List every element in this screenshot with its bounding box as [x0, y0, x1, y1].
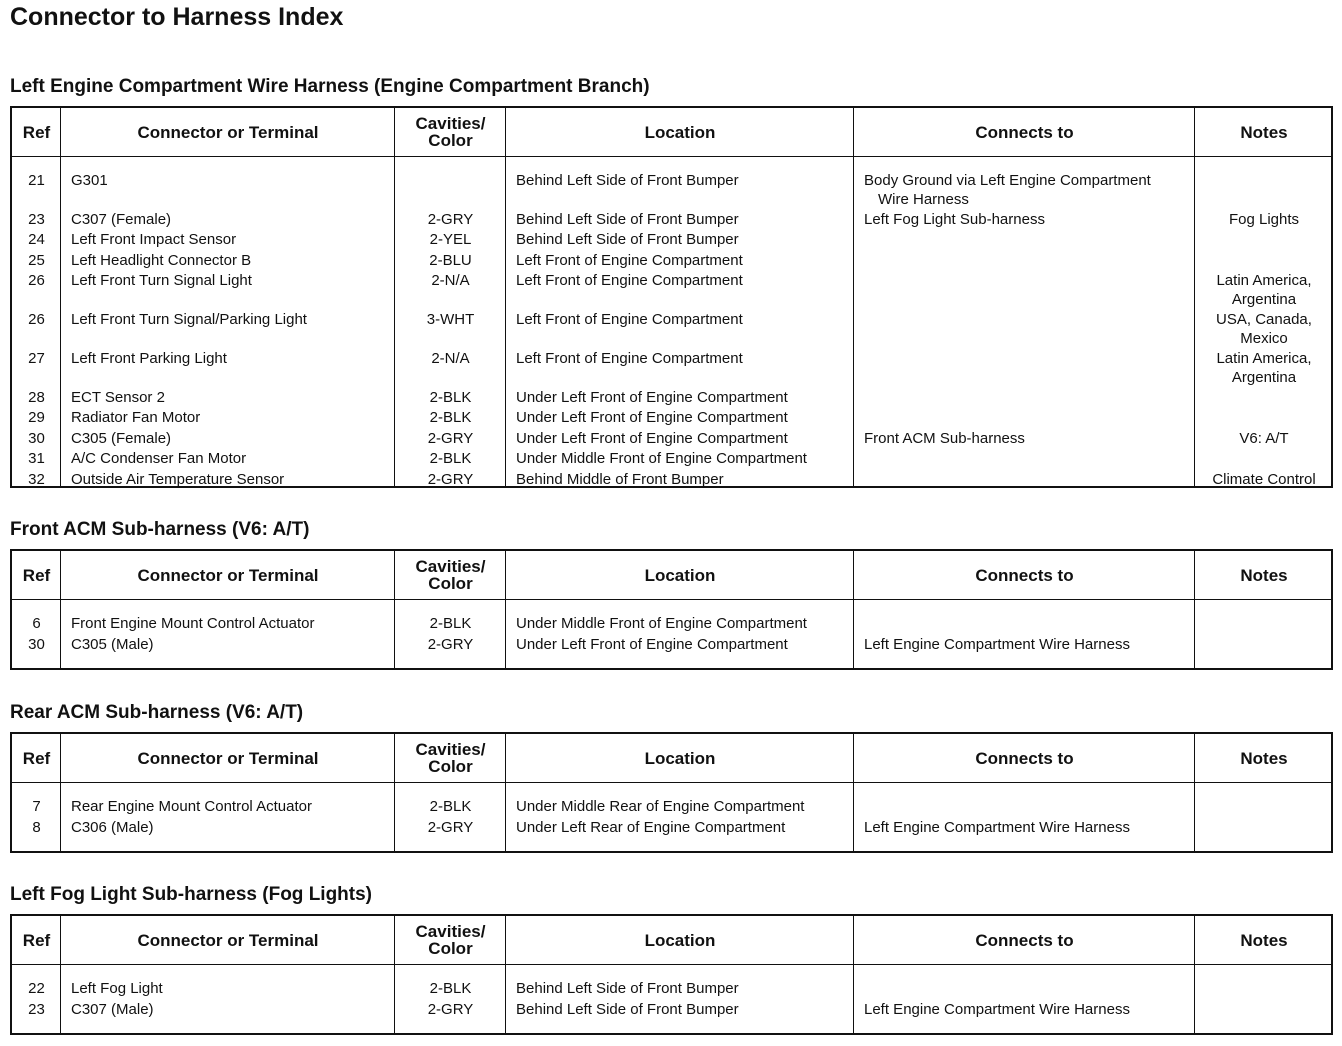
header-cavities-line: Cavities/ — [415, 557, 486, 576]
header-cavities-line: Cavities/ — [415, 922, 486, 941]
connects-to-line: Wire Harness — [878, 191, 969, 208]
cell-location: Behind Left Side of Front Bumper — [516, 172, 739, 189]
header-connects-to: Connects to — [975, 930, 1074, 950]
cell-ref: 31 — [28, 450, 45, 467]
cell-ref: 23 — [28, 1001, 45, 1018]
cell-connects-to — [864, 818, 1130, 837]
cell-cavities: 2-BLK — [429, 615, 472, 632]
column-divider — [853, 108, 854, 486]
header-ref: Ref — [22, 565, 51, 585]
page-title: Connector to Harness Index — [10, 3, 344, 31]
cell-cavities: 2-GRY — [427, 819, 474, 836]
cell-ref: 26 — [28, 311, 45, 328]
header-notes: Notes — [1240, 565, 1288, 585]
header-cavities — [395, 916, 506, 964]
cell-notes — [1195, 210, 1333, 229]
header-location: Location — [644, 122, 716, 142]
header-connector: Connector or Terminal — [137, 748, 319, 768]
header-notes: Notes — [1240, 930, 1288, 950]
cell-notes — [1195, 470, 1333, 489]
notes-line: Latin America, — [1216, 272, 1312, 289]
cell-ref: 23 — [28, 211, 45, 228]
cell-connector: Left Fog Light — [71, 980, 163, 997]
cell-ref: 25 — [28, 252, 45, 269]
header-cavities-text — [416, 558, 486, 592]
cell-cavities: 2-GRY — [427, 1001, 474, 1018]
header-connects-to: Connects to — [975, 122, 1074, 142]
section-title: Left Fog Light Sub-harness (Fog Lights) — [10, 884, 373, 905]
cell-location: Behind Left Side of Front Bumper — [516, 211, 739, 228]
header-connects-to: Connects to — [975, 748, 1074, 768]
cell-cavities: 2-GRY — [427, 211, 474, 228]
cell-location: Under Left Front of Engine Compartment — [516, 389, 788, 406]
cell-ref: 27 — [28, 350, 45, 367]
cell-connector: Left Front Impact Sensor — [71, 231, 237, 248]
cell-ref: 28 — [28, 389, 45, 406]
cell-cavities: 2-GRY — [427, 471, 474, 488]
cell-location: Left Front of Engine Compartment — [516, 311, 743, 328]
cell-location: Left Front of Engine Compartment — [516, 272, 743, 289]
cell-connects-to — [864, 171, 1151, 209]
cell-ref: 22 — [28, 980, 45, 997]
cell-cavities: 2-BLK — [429, 980, 472, 997]
cell-cavities: 2-BLK — [429, 798, 472, 815]
cell-connector: G301 — [71, 172, 108, 189]
cell-notes — [1195, 271, 1333, 309]
header-location: Location — [644, 930, 716, 950]
header-cavities-line: Color — [428, 131, 473, 150]
cell-location: Under Middle Front of Engine Compartment — [516, 450, 807, 467]
cell-location: Behind Middle of Front Bumper — [516, 471, 724, 488]
cell-cavities: 3-WHT — [426, 311, 475, 328]
cell-ref: 24 — [28, 231, 45, 248]
cell-cavities: 2-GRY — [427, 636, 474, 653]
cell-connector: C305 (Male) — [71, 636, 154, 653]
header-cavities-line: Cavities/ — [415, 114, 486, 133]
connects-to-line: Body Ground via Left Engine Compartment — [864, 172, 1151, 189]
cell-ref: 6 — [32, 615, 41, 632]
cell-cavities: 2-N/A — [431, 350, 470, 367]
header-cavities-line: Color — [428, 939, 473, 958]
header-connector: Connector or Terminal — [137, 122, 319, 142]
cell-cavities: 2-BLU — [429, 252, 472, 269]
table-header — [12, 734, 1331, 783]
cell-connector: Rear Engine Mount Control Actuator — [71, 798, 312, 815]
harness-table — [10, 106, 1333, 488]
cell-location: Left Front of Engine Compartment — [516, 350, 743, 367]
cell-location: Behind Left Side of Front Bumper — [516, 1001, 739, 1018]
table-header — [12, 108, 1331, 157]
notes-line: Climate Control — [1212, 471, 1316, 488]
header-connector: Connector or Terminal — [137, 930, 319, 950]
header-cavities-line: Cavities/ — [415, 740, 486, 759]
cell-connector: C306 (Male) — [71, 819, 154, 836]
notes-line: V6: A/T — [1239, 430, 1289, 447]
header-cavities — [395, 551, 506, 599]
cell-location: Under Middle Rear of Engine Compartment — [516, 798, 805, 815]
cell-location: Behind Left Side of Front Bumper — [516, 980, 739, 997]
cell-cavities: 2-GRY — [427, 430, 474, 447]
cell-connects-to — [864, 429, 1025, 448]
cell-connector: Left Front Turn Signal Light — [71, 272, 252, 289]
harness-table — [10, 914, 1333, 1035]
cell-ref: 29 — [28, 409, 45, 426]
cell-connector: Left Front Turn Signal/Parking Light — [71, 311, 307, 328]
header-cavities-line: Color — [428, 757, 473, 776]
connects-to-line: Left Fog Light Sub-harness — [864, 211, 1045, 228]
cell-connector: Left Headlight Connector B — [71, 252, 252, 269]
cell-cavities: 2-YEL — [429, 231, 472, 248]
header-notes: Notes — [1240, 122, 1288, 142]
cell-connector: A/C Condenser Fan Motor — [71, 450, 247, 467]
notes-line: USA, Canada, — [1216, 311, 1312, 328]
cell-ref: 30 — [28, 636, 45, 653]
cell-ref: 26 — [28, 272, 45, 289]
cell-location: Under Middle Front of Engine Compartment — [516, 615, 807, 632]
harness-table — [10, 732, 1333, 853]
section-title: Front ACM Sub-harness (V6: A/T) — [10, 519, 310, 540]
cell-ref: 30 — [28, 430, 45, 447]
connects-to-line: Left Engine Compartment Wire Harness — [864, 819, 1130, 836]
cell-location: Under Left Front of Engine Compartment — [516, 636, 788, 653]
header-location: Location — [644, 748, 716, 768]
header-cavities-line: Color — [428, 574, 473, 593]
header-notes: Notes — [1240, 748, 1288, 768]
header-cavities-text — [416, 741, 486, 775]
section-title: Rear ACM Sub-harness (V6: A/T) — [10, 702, 304, 723]
cell-connector: C307 (Female) — [71, 211, 172, 228]
header-connects-to: Connects to — [975, 565, 1074, 585]
header-ref: Ref — [22, 930, 51, 950]
header-connector: Connector or Terminal — [137, 565, 319, 585]
header-ref: Ref — [22, 748, 51, 768]
cell-connector: C305 (Female) — [71, 430, 172, 447]
notes-line: Fog Lights — [1228, 211, 1300, 228]
cell-cavities: 2-N/A — [431, 272, 470, 289]
cell-location: Behind Left Side of Front Bumper — [516, 231, 739, 248]
cell-connector: ECT Sensor 2 — [71, 389, 165, 406]
cell-connects-to — [864, 1000, 1130, 1019]
cell-location: Under Left Front of Engine Compartment — [516, 430, 788, 447]
cell-cavities: 2-BLK — [429, 409, 472, 426]
cell-ref: 32 — [28, 471, 45, 488]
header-cavities-text — [416, 115, 486, 149]
cell-ref: 21 — [28, 172, 45, 189]
cell-notes — [1195, 429, 1333, 448]
cell-location: Left Front of Engine Compartment — [516, 252, 743, 269]
cell-cavities: 2-BLK — [429, 389, 472, 406]
table-header — [12, 916, 1331, 965]
notes-line: Latin America, — [1216, 350, 1312, 367]
header-location: Location — [644, 565, 716, 585]
cell-cavities: 2-BLK — [429, 450, 472, 467]
connects-to-line: Left Engine Compartment Wire Harness — [864, 636, 1130, 653]
harness-table — [10, 549, 1333, 670]
cell-connector: Outside Air Temperature Sensor — [71, 471, 285, 488]
header-cavities-text — [416, 923, 486, 957]
cell-location: Under Left Front of Engine Compartment — [516, 409, 788, 426]
cell-ref: 8 — [32, 819, 41, 836]
cell-ref: 7 — [32, 798, 41, 815]
cell-connects-to — [864, 635, 1130, 654]
cell-connector: Radiator Fan Motor — [71, 409, 201, 426]
header-ref: Ref — [22, 122, 51, 142]
notes-line: Argentina — [1231, 369, 1297, 386]
cell-notes — [1195, 310, 1333, 348]
table-header — [12, 551, 1331, 600]
header-cavities — [395, 108, 506, 156]
cell-connector: Left Front Parking Light — [71, 350, 227, 367]
section-title: Left Engine Compartment Wire Harness (Engine Compartment Branch) — [10, 76, 650, 97]
notes-line: Argentina — [1231, 291, 1297, 308]
header-cavities — [395, 734, 506, 782]
connects-to-line: Front ACM Sub-harness — [864, 430, 1025, 447]
cell-connector: C307 (Male) — [71, 1001, 154, 1018]
notes-line: Mexico — [1240, 330, 1288, 347]
cell-connector: Front Engine Mount Control Actuator — [71, 615, 315, 632]
cell-connects-to — [864, 210, 1045, 229]
connects-to-line: Left Engine Compartment Wire Harness — [864, 1001, 1130, 1018]
cell-notes — [1195, 349, 1333, 387]
cell-location: Under Left Rear of Engine Compartment — [516, 819, 786, 836]
